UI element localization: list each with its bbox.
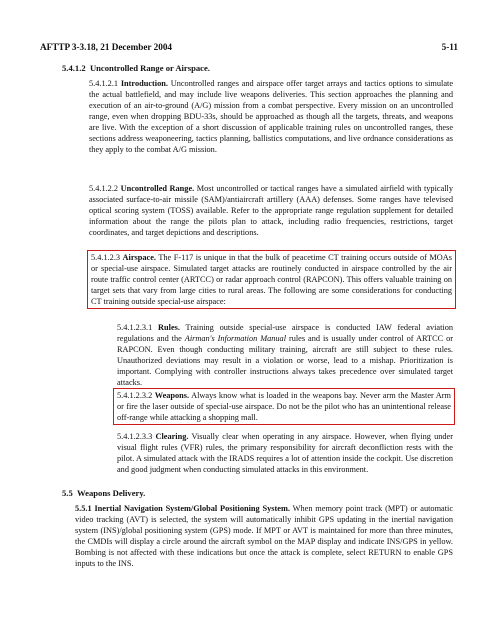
section-5-4-1-2-3-2-highlighted: 5.4.1.2.3.2 Weapons. Always know what is loaded in the weapons bay. Never arm the Master Arm or fire the laser outside of special-use airspace. Do not be the pilot who has an unintentional release off-range while attacking a shopping mall. (113, 388, 455, 425)
page-number: 5-11 (441, 42, 458, 52)
section-5-4-1-2-3-1: 5.4.1.2.3.1 Rules. Training outside special-use airspace is conducted IAW federal aviation regulations and the Airman's Information Manual rules and is usually under control of ARTCC or RAPCON. Even though conducting military training, aircraft are still subject to these rules. Unauthorized deviations may result in a violation or worse, lead to a mishap. Prioritization is important. Complying with controller instructions always takes precedence over simulated target attacks. (117, 323, 453, 387)
page-header (40, 40, 458, 54)
document-id: AFTTP 3-3.18, 21 December 2004 (40, 42, 173, 52)
section-5-5-1: 5.5.1 Inertial Navigation System/Global Positioning System. When memory point track (MPT) or automatic video tracking (AVT) is selected, the system will automatically inhibit GPS updating in the inertial navigation system (INS)/global positioning system (GPS) mode. If MPT or AVT is maintained for more than three minutes, the CMDIs will display a circle around the aircraft symbol on the MAP display and indicate INS/GPS in yellow. Bombing is not affected with these indications but once the attack is complete, select RETURN to enable GPS inputs to the INS. (75, 504, 453, 568)
section-5-5-heading: 5.5 Weapons Delivery. (62, 488, 146, 498)
section-5-4-1-2-heading: 5.4.1.2 Uncontrolled Range or Airspace. (62, 63, 210, 73)
section-5-4-1-2-1: 5.4.1.2.1 Introduction. Uncontrolled ranges and airspace offer target arrays and tactics options to simulate the actual battlefield, and may include live weapons deliveries. This section approaches the planning and execution of an air-to-ground (A/G) mission from a combat perspective. Every mission on an uncontrolled range, even when dropping BDU-33s, should be approached as though all the targets, threats, and weapons are live. With the exception of a short discussion of applicable training rules on uncontrolled ranges, these sections address weaponeering, tactics planning, ballistics computations, and live ordnance considerations as they apply to the combat A/G mission. (89, 79, 453, 154)
section-5-4-1-2-3-3: 5.4.1.2.3.3 Clearing. Visually clear when operating in any airspace. However, when flying under visual flight rules (VFR) rules, the primary responsibility for aircraft deconfliction rests with the pilot. A simulated attack with the IRADS requires a lot of attention inside the cockpit. Use discretion and good judgment when conducting simulated attacks in this environment. (117, 432, 453, 474)
section-5-4-1-2-3-highlighted: 5.4.1.2.3 Airspace. The F-117 is unique in that the bulk of peacetime CT training occurs outside of MOAs or special-use airspace. Simulated target attacks are routinely conducted in airspace controlled by the air route traffic control center (ARTCC) or radar approach control (RAPCON). This offers valuable training on target sets that vary from large cities to rural areas. The following are some considerations for conducting CT training outside special-use airspace: (87, 250, 456, 309)
section-5-4-1-2-2: 5.4.1.2.2 Uncontrolled Range. Most uncontrolled or tactical ranges have a simulated airfield with typically associated surface-to-air missile (SAM)/antiaircraft artillery (AAA) defenses. Some ranges have televised optical scoring system (TOSS) available. Refer to the appropriate range regulation supplement for detailed information about the range the pilots plan to attack, including radio frequencies, restrictions, target coordinates, and target depictions and descriptions. (89, 184, 454, 237)
